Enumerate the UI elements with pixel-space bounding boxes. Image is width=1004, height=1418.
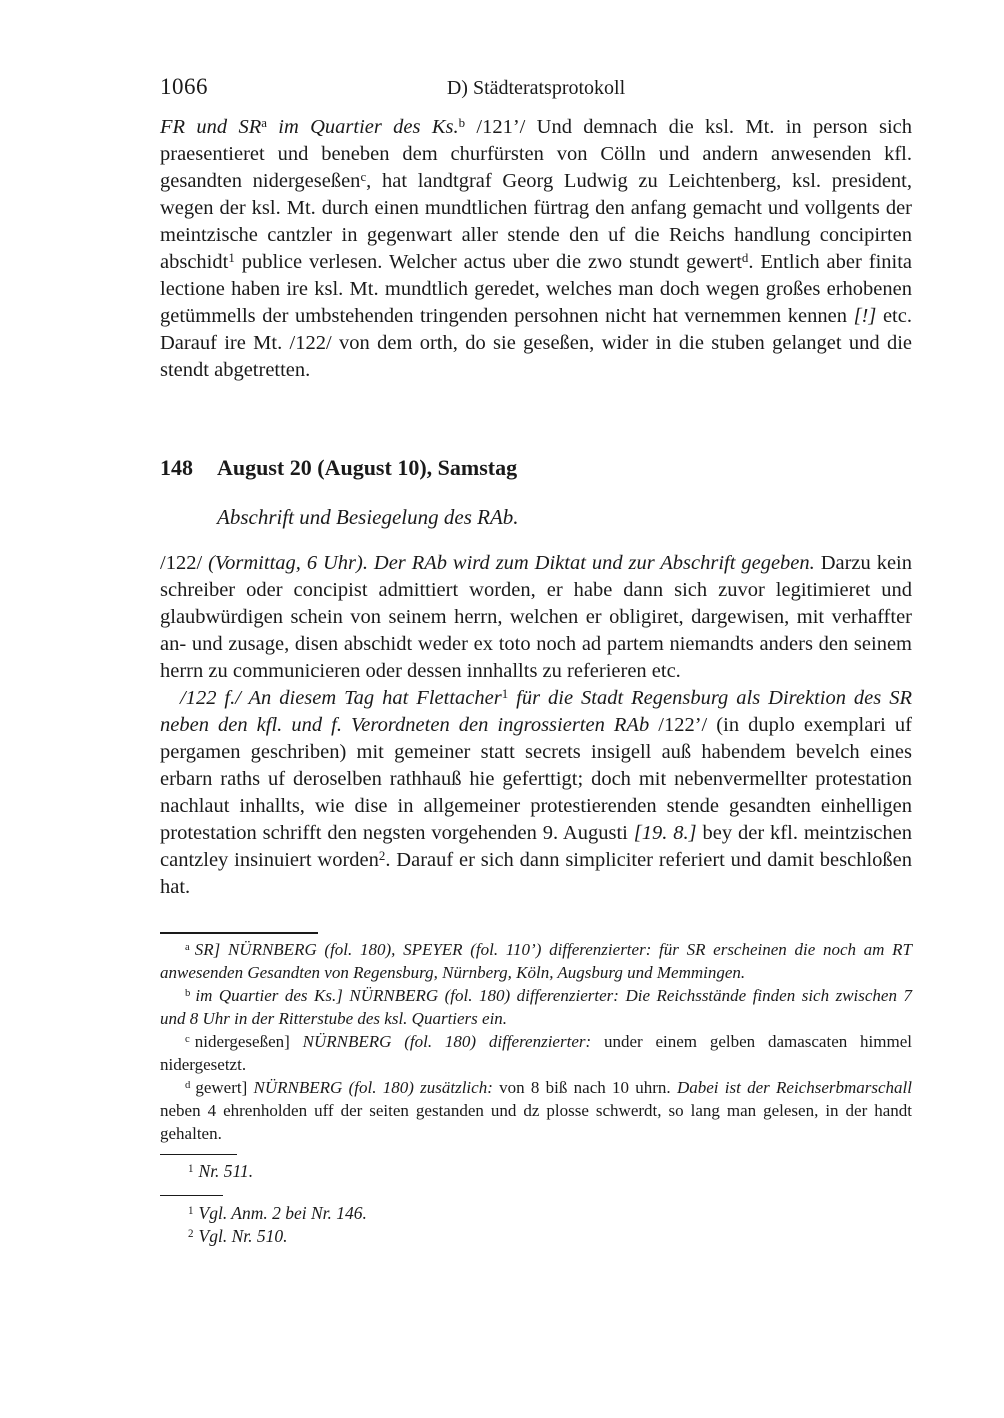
text-run: NÜRNBERG (fol. 180) zusätzlich: (253, 1078, 493, 1097)
footnote (160, 984, 912, 1030)
footnote (160, 1076, 912, 1145)
text-run: c (360, 169, 367, 185)
notes-group-1 (160, 1154, 912, 1183)
section-subtitle-text: Abschrift und Besiegelung des RAb. (217, 505, 519, 529)
text-run: 1 (228, 250, 235, 266)
footnote-marker: 1 (188, 1163, 194, 1176)
footnote (160, 1030, 912, 1076)
text-run: publice verlesen. Welcher actus uber die zwo stundt gewert (234, 251, 742, 273)
notes-group-2 (160, 1195, 912, 1248)
notes-list-2 (160, 1202, 912, 1248)
text-run: bey der kfl. meintzischen cantzley insinuiert worden (160, 822, 912, 871)
paragraph (160, 685, 912, 901)
text-run: /121’/ Und demnach die ksl. Mt. in person sich praesentieret und beneben dem churfürsten von Cölln und andern anwesenden kfl. gesandten nidergeseßen (160, 116, 912, 192)
text-run: im Quartier des Ks.] NÜRNBERG (fol. 180) differenzierter: Die Reichsstände finden sich zwischen 7 und 8 Uhr in der Ritterstube des ksl. Quartiers ein. (160, 986, 912, 1028)
text-run: Vgl. Anm. 2 bei Nr. 146. (198, 1203, 367, 1223)
text-run: nidergeseßen] (194, 1032, 303, 1051)
text-run: , hat landtgraf Georg Ludwig zu Leichtenberg, ksl. president, wegen der ksl. Mt. durch einen mundtlichen fürtrag den anfang gemacht und vollgents der meintzische cantzler in gegenwart aller stende den uf die Reichs handlung concipirten abschidt (160, 170, 912, 273)
text-run: /122 f./ An diesem Tag hat Flettacher (180, 687, 502, 709)
footnote-marker: a (185, 941, 190, 954)
text-run: Darzu kein schreiber oder concipist admittiert worden, er habe dann sich zuvor legitimieret und glaubwürdigen schein von seinem herrn, welchen er obligiret, dargewisen, mit verhaffter an- und zusage, disen abschidt weder ex toto noch ad partem niemandts anders den seinem herrn zu communicieren oder dessen innhallts zu referieren etc. (160, 552, 912, 682)
section-number: 148 (160, 455, 193, 480)
notes-list-1 (160, 1160, 912, 1183)
text-run: [!] (853, 305, 877, 327)
paragraph (160, 550, 912, 685)
text-run: b (458, 115, 466, 131)
text-run: /122’/ (in duplo exemplari uf pergamen geschriben) mit gemeiner statt secrets insigell auß habendem bevelch eines erbarn raths uf deroselben rathhauß hie geferttigt; doch mit nebenvermellter protestation nachlaut inhallts, wie dise in allgemeiner protestierenden stende gesandten einhelligen protestation schrifft den negsten vorgehenden 9. Augusti (160, 714, 912, 844)
apparatus-notes (160, 938, 912, 1145)
text-run: 2 (378, 848, 386, 864)
text-run: (Vormittag, 6 Uhr). Der RAb wird zum Diktat und zur Abschrift gegeben. (208, 552, 815, 574)
apparatus-divider-rule (160, 932, 318, 934)
footnote-marker: 2 (188, 1228, 194, 1241)
section-title: August 20 (August 10), Samstag (217, 455, 518, 480)
text-run: im Quartier des Ks. (266, 116, 459, 138)
text-run: . Darauf er sich dann simpliciter referiert und damit beschloßen hat. (160, 849, 912, 898)
text-run: neben 4 ehrenholden uff der seiten gestanden und dz plosse schwerdt, so lang man gelesen, in der handt gehalten. (160, 1101, 912, 1143)
entry-147-text (160, 114, 912, 384)
footnote-marker: c (185, 1033, 190, 1046)
footnote (160, 1202, 912, 1225)
text-run: [19. 8.] (633, 822, 697, 844)
page-number: 1066 (160, 74, 208, 99)
footnote-marker: d (185, 1079, 191, 1092)
text-run: FR und SR (160, 116, 262, 138)
text-run: /122/ (160, 552, 209, 574)
page-header (160, 74, 912, 104)
text-run: under einem gelben damascaten himmel nidergesetzt. (160, 1032, 912, 1074)
footnote (160, 938, 912, 984)
text-run: d (741, 250, 749, 266)
text-run: NÜRNBERG (fol. 180) differenzierter: (302, 1032, 592, 1051)
entry-148-text (160, 550, 912, 901)
text-run: gewert] (195, 1078, 254, 1097)
text-run: Nr. 511. (198, 1161, 254, 1181)
text-run: SR] NÜRNBERG (fol. 180), SPEYER (fol. 110’) differenzierter: für SR erscheinen die noch am RT anwesenden Gesandten von Regensburg, Nürnberg, Köln, Augsburg und Memmingen. (160, 940, 912, 982)
text-run: für die Stadt Regensburg als Direktion des SR neben den kfl. und f. Verordneten den ingrossierten RAb (160, 687, 912, 736)
text-run: . Entlich aber finita lectione haben ire ksl. Mt. mundtlich geredet, welches man doch wegen großes erhobenen getümmells der umbstehenden tringenden persohnen nicht hat vernemmen kennen (160, 251, 912, 327)
section-heading (160, 455, 912, 481)
running-title: D) Städteratsprotokoll (446, 77, 626, 99)
text-run: a (261, 115, 267, 131)
text-run: Dabei ist der Reichserbmarschall (676, 1078, 912, 1097)
footnote-marker: 1 (188, 1205, 194, 1218)
section-subtitle (160, 505, 969, 530)
text-run: etc. Darauf ire Mt. /122/ von dem orth, do sie geseßen, wider in die stuben gelanget und die stendt abgetretten. (160, 305, 912, 381)
footnote-marker: b (185, 987, 191, 1000)
text-run: Vgl. Nr. 510. (198, 1226, 288, 1246)
paragraph (160, 114, 912, 384)
footnote (160, 1160, 912, 1183)
footnote (160, 1225, 912, 1248)
notes-divider-rule-1 (160, 1154, 237, 1155)
text-run: 1 (501, 686, 509, 702)
notes-divider-rule-2 (160, 1195, 223, 1196)
text-run: von 8 biß nach 10 uhrn. (492, 1078, 677, 1097)
